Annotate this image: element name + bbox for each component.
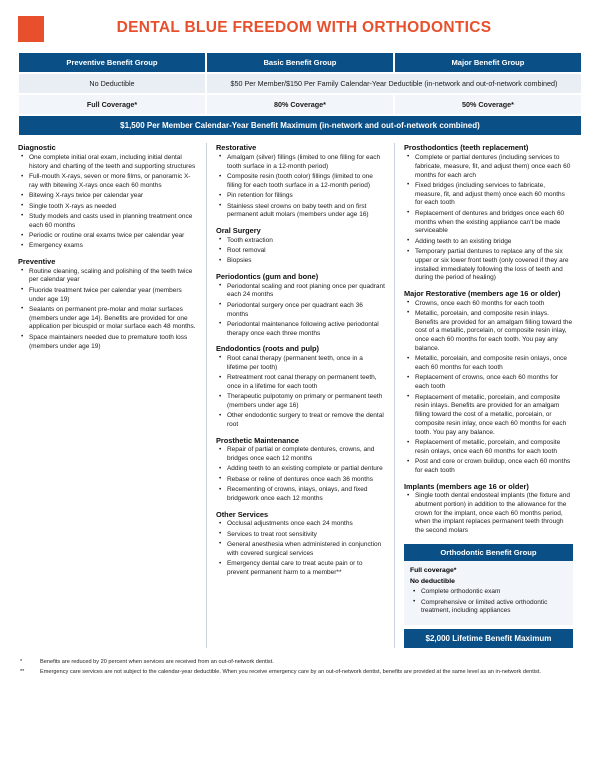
list-item: • Replacement of metallic, porcelain, and composite resin inlays. Benefits are provided for an amalgam filling toward the cost of a metallic, porcelain, or composite resin inlay, once each 60 months for each tooth. You pay any balance. <box>411 394 573 438</box>
list-item: • Fluoride treatment twice per calendar year (members under age 19) <box>25 287 197 305</box>
coverage-basic: 80% Coverage* <box>206 94 394 115</box>
list-item: • Single tooth X-rays as needed <box>25 203 197 212</box>
list-periodontics <box>216 283 385 339</box>
list-item: • Tooth extraction <box>223 237 385 246</box>
deductible-basic-major: $50 Per Member/$150 Per Family Calendar-Year Deductible (in-network and out-of-network combined) <box>206 73 582 94</box>
square-logo-mark <box>18 16 44 42</box>
orthodontic-header: Orthodontic Benefit Group <box>404 544 573 561</box>
list-major-restorative <box>404 300 573 476</box>
footnote-mark: ** <box>20 668 25 675</box>
list-orthodontic <box>410 588 567 616</box>
list-item: • Adding teeth to an existing bridge <box>411 238 573 247</box>
footnotes <box>0 648 600 676</box>
list-item: • Repair of partial or complete dentures, crowns, and bridges once each 12 months <box>223 446 385 464</box>
coverage-preventive: Full Coverage* <box>18 94 206 115</box>
list-item: • Replacement of crowns, once each 60 months for each tooth <box>411 374 573 392</box>
list-item: • Periodontal scaling and root planing once per quadrant each 24 months <box>223 283 385 301</box>
maximum-row <box>18 115 582 136</box>
list-item: • Bitewing X-rays twice per calendar year <box>25 192 197 201</box>
page-header <box>0 0 600 52</box>
list-item: • Emergency exams <box>25 242 197 251</box>
list-item: • Space maintainers needed due to premature tooth loss (members under age 19) <box>25 334 197 352</box>
group-header-basic: Basic Benefit Group <box>206 52 394 73</box>
list-item: • Replacement of dentures and bridges once each 60 months when the existing appliance can't be made serviceable <box>411 210 573 236</box>
section-title-implants: Implants (members age 16 or older) <box>403 481 529 491</box>
list-preventive <box>18 268 197 352</box>
list-item: • Occlusal adjustments once each 24 months <box>223 520 385 529</box>
list-prosthetic-maintenance <box>216 446 385 503</box>
list-restorative <box>216 154 385 220</box>
page-title: DENTAL BLUE FREEDOM WITH ORTHODONTICS <box>116 19 492 36</box>
column-major <box>394 143 582 647</box>
list-item: • General anesthesia when administered in conjunction with covered surgical services <box>223 541 385 559</box>
list-item: • Full-mouth X-rays, seven or more films, or panoramic X-ray with bitewing X-rays once each 60 months <box>25 173 197 191</box>
list-oral-surgery <box>216 237 385 266</box>
section-title-diagnostic: Diagnostic <box>18 143 56 153</box>
section-title-other-services: Other Services <box>215 509 269 519</box>
list-item: • Rebase or reline of dentures once each 36 months <box>223 476 385 485</box>
section-title-prosthetic-maintenance: Prosthetic Maintenance <box>215 435 299 445</box>
list-other-services <box>216 520 385 577</box>
section-title-periodontics: Periodontics (gum and bone) <box>215 272 319 282</box>
list-item: • Composite resin (tooth color) fillings (limited to one filling for each tooth surface in a 12-month period) <box>223 173 385 191</box>
list-item: • Single tooth dental endosteal implants (the fixture and abutment portion) in addition to the allowance for the crown for the implant, once each 60 months period, when the implant replaces permanent teeth through the second molars <box>411 492 573 536</box>
list-prosthodontics <box>404 154 573 283</box>
list-item: • Replacement of metallic, porcelain, and composite resin onlays, once each 60 months for each tooth <box>411 439 573 457</box>
footnote-mark: * <box>20 658 23 665</box>
summary-table <box>0 52 600 136</box>
column-preventive <box>18 143 206 647</box>
list-item: • Fixed bridges (including services to fabricate, measure, fit, and adjust them) once each 60 months for each tooth <box>411 182 573 208</box>
footnote-row <box>18 658 582 666</box>
list-item: • Complete orthodontic exam <box>417 588 567 597</box>
list-item: • Comprehensive or limited active orthodontic treatment, including appliances <box>417 599 567 617</box>
list-item: • One complete initial oral exam, including initial dental history and charting of the teeth and supporting structures <box>25 154 197 172</box>
benefit-maximum-bar: $1,500 Per Member Calendar-Year Benefit Maximum (in-network and out-of-network combined) <box>18 115 582 136</box>
list-endodontics <box>216 355 385 430</box>
list-item: • Stainless steel crowns on baby teeth and on first permanent adult molars (members under age 16) <box>223 203 385 221</box>
list-item: • Pin retention for fillings <box>223 192 385 201</box>
list-item: • Biopsies <box>223 257 385 266</box>
section-title-restorative: Restorative <box>215 143 257 153</box>
list-implants <box>404 492 573 536</box>
list-item: • Retreatment root canal therapy on permanent teeth, once in a lifetime for each tooth <box>223 374 385 392</box>
column-basic <box>206 143 394 647</box>
list-item: • Routine cleaning, scaling and polishing of the teeth twice per calendar year <box>25 268 197 286</box>
list-item: • Recementing of crowns, inlays, onlays, and fixed bridgework once each 12 months <box>223 486 385 504</box>
section-title-endodontics: Endodontics (roots and pulp) <box>215 344 320 354</box>
footnote-text: Benefits are reduced by 20 percent when services are received from an out-of-network dentist. <box>40 658 274 665</box>
coverage-row <box>18 94 582 115</box>
list-item: • Sealants on permanent pre-molar and molar surfaces (members under age 14). Benefits are provided for one application per bicuspid or molar surface each 48 months. <box>25 306 197 332</box>
list-item: • Study models and casts used in planning treatment once each 60 months <box>25 213 197 231</box>
list-item: • Metallic, porcelain, and composite resin onlays, once each 60 months for each tooth <box>411 355 573 373</box>
orthodontic-lifetime-maximum: $2,000 Lifetime Benefit Maximum <box>404 629 573 648</box>
list-item: • Emergency dental care to treat acute pain or to prevent permanent harm to a member** <box>223 560 385 578</box>
orthodontic-benefit-block <box>404 544 573 648</box>
list-item: • Periodontal surgery once per quadrant each 36 months <box>223 302 385 320</box>
list-diagnostic <box>18 154 197 251</box>
orthodontic-coverage: Full coverage* <box>409 567 457 575</box>
group-header-preventive: Preventive Benefit Group <box>18 52 206 73</box>
list-item: • Periodic or routine oral exams twice per calendar year <box>25 232 197 241</box>
list-item: • Other endodontic surgery to treat or remove the dental root <box>223 412 385 430</box>
section-title-preventive: Preventive <box>18 257 56 267</box>
list-item: • Periodontal maintenance following active periodontal therapy once each three months <box>223 321 385 339</box>
list-item: • Root canal therapy (permanent teeth, once in a lifetime per tooth) <box>223 355 385 373</box>
section-title-oral-surgery: Oral Surgery <box>215 226 261 236</box>
list-item: • Therapeutic pulpotomy on primary or permanent teeth (members under age 16) <box>223 393 385 411</box>
footnote-row <box>18 668 582 676</box>
list-item: • Complete or partial dentures (including services to fabricate, measure, fit, and adjust them) once each 60 months for each arch <box>411 154 573 180</box>
list-item: • Services to treat root sensitivity <box>223 531 385 540</box>
list-item: • Amalgam (silver) fillings (limited to one filling for each tooth surface in a 12-month period) <box>223 154 385 172</box>
section-title-prosthodontics: Prosthodontics (teeth replacement) <box>403 143 529 153</box>
list-item: • Temporary partial dentures to replace any of the six upper or six lower front teeth (only covered if they are installed immediately following the loss of teeth and during the period of healing) <box>411 248 573 283</box>
list-item: • Post and core or crown buildup, once each 60 months for each tooth <box>411 458 573 476</box>
footnote-text: Emergency care services are not subject to the calendar-year deductible. When you receive emergency care by an out-of-network dentist, benefits are provided at the same level as an in-network dentist. <box>40 668 541 675</box>
list-item: • Crowns, once each 60 months for each tooth <box>411 300 573 309</box>
section-title-major-restorative: Major Restorative (members age 16 or older) <box>403 289 561 299</box>
deductible-preventive: No Deductible <box>18 73 206 94</box>
list-item: • Metallic, porcelain, and composite resin inlays. Benefits are provided for an amalgam filling toward the cost of a metallic, porcelain, or composite resin inlay, once each 60 months for each tooth. You pay any balance. <box>411 310 573 354</box>
coverage-major: 50% Coverage* <box>394 94 582 115</box>
list-item: • Adding teeth to an existing complete or partial denture <box>223 465 385 474</box>
benefit-detail-columns <box>0 136 600 647</box>
list-item: • Root removal <box>223 247 385 256</box>
orthodontic-body <box>404 561 573 625</box>
orthodontic-deductible: No deductible <box>409 578 455 586</box>
deductible-row <box>18 73 582 94</box>
group-header-row <box>18 52 582 73</box>
group-header-major: Major Benefit Group <box>394 52 582 73</box>
